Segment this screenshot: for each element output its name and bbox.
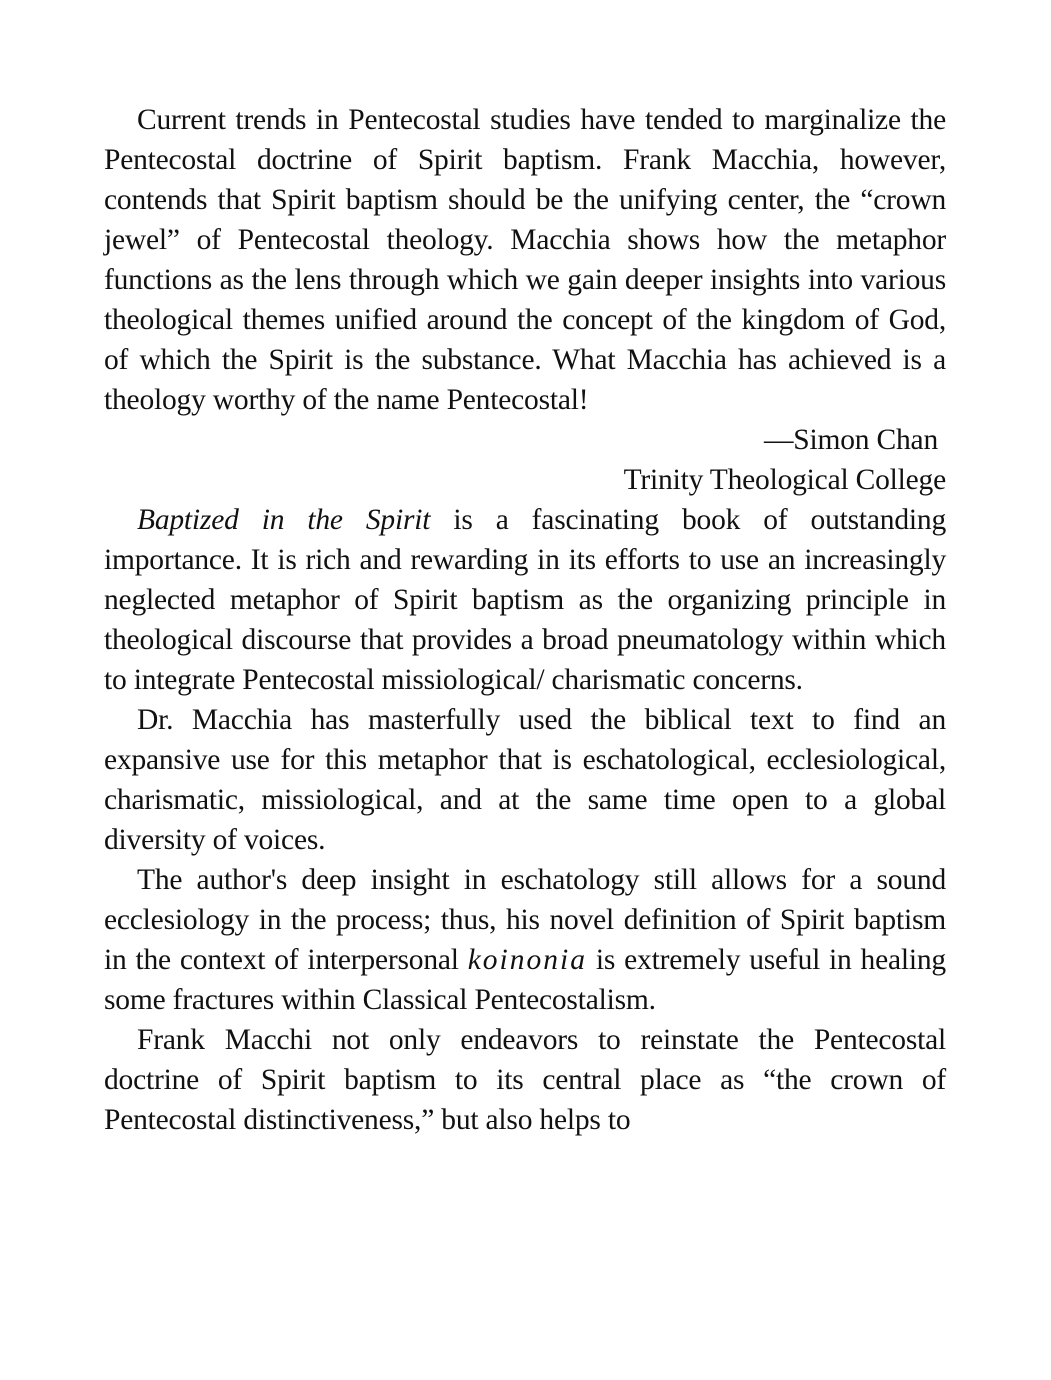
blurb-paragraph-2: Dr. Macchia has masterfully used the biblical text to find an expansive use for this metaphor that is eschatological, ecclesiological, charismatic, missiological, and at the same time open to a global diversity of voices. (104, 704, 946, 856)
blurb-paragraph-1-text: is a fascinating book of outstanding importance. It is rich and rewarding in its efforts to use an increasingly neglected metaphor of Spirit baptism as the organizing principle in theological discourse that provides a broad pneumatology within which to integrate Pentecostal missiological/ charismatic concerns. (104, 504, 946, 696)
book-title: Baptized in the Spirit (137, 504, 431, 536)
blurb-chan-author: —Simon Chan (764, 424, 938, 456)
blurb-paragraph-1 (104, 500, 946, 700)
blurb-paragraph-4: Frank Macchi not only endeavors to reinstate the Pentecostal doctrine of Spirit baptism to its central place as “the crown of Pentecostal distinctiveness,” but also helps to (104, 1024, 946, 1136)
blurb-paragraph-3-text-b: is extremely useful in healing some fractures within Classical Pentecostalism. (104, 944, 946, 1016)
koinonia-term: koinonia (467, 944, 587, 976)
page-content (104, 100, 946, 1140)
blurb-paragraph-3 (104, 860, 946, 1020)
blurb-chan-paragraph: Current trends in Pentecostal studies have tended to marginalize the Pentecostal doctrine of Spirit baptism. Frank Macchia, however, contends that Spirit baptism should be the unifying center, the “crown jewel” of Pentecostal theology. Macchia shows how the metaphor functions as the lens through which we gain deeper insights into various theological themes unified around the concept of the kingdom of God, of which the Spirit is the substance. What Macchia has achieved is a theology worthy of the name Pentecostal! (104, 104, 946, 416)
blurb-paragraph-3-text-a: The author's deep insight in eschatology still allows for a sound ecclesiology in the process; thus, his novel definition of Spirit baptism in the context of interpersonal (104, 864, 946, 976)
blurb-chan-affiliation: Trinity Theological College (623, 464, 946, 496)
